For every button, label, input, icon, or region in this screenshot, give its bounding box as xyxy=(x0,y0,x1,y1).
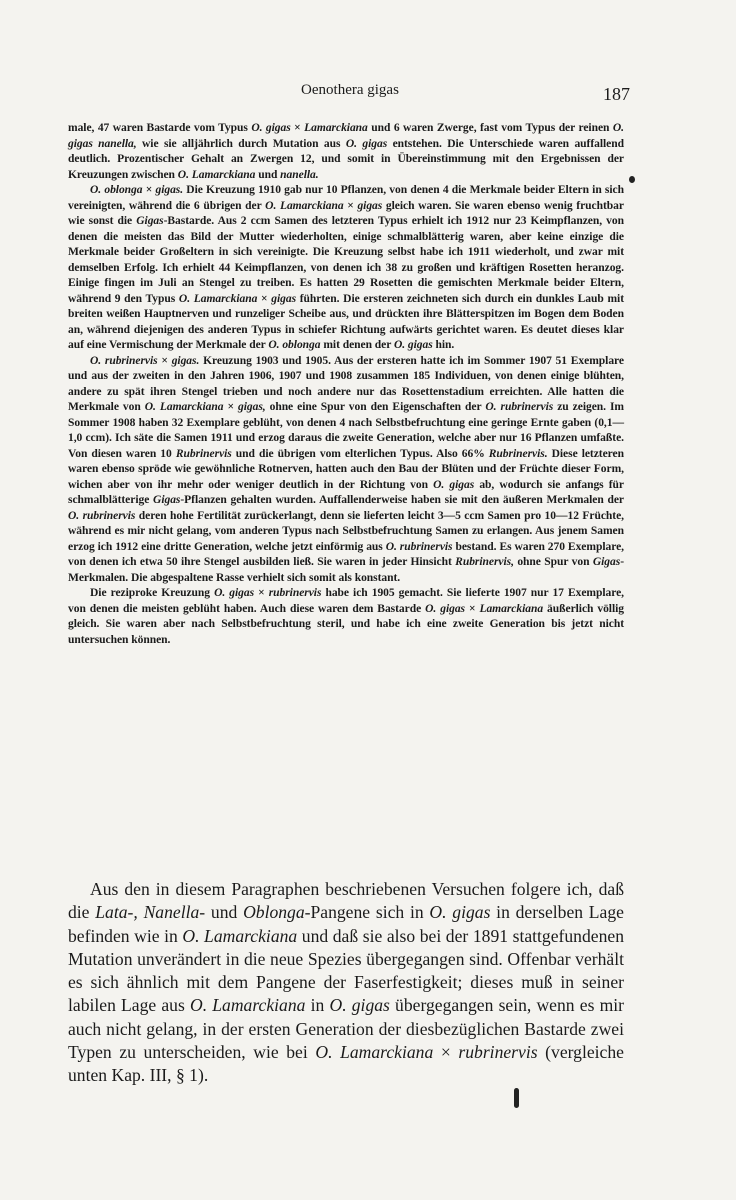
text-run: habe ich 1905 gemacht. Sie lieferte 1907 nur 17 Exemplare, von denen die meisten geblüht haben. Auch diese waren dem Bastarde xyxy=(68,587,624,615)
text-run: zu zeigen. Im Sommer 1908 haben 32 Exemplare geblüht, von denen 4 nach Selbstbefruchtung eine geringe Ernte gaben (0,1—1,0 ccm). Ich säte die Samen 1911 und erzog daraus die zweite Generation, welche aber nur 16 Pflanzen umfaßte. Von diesen waren 10 xyxy=(68,401,624,460)
italic-run: gigas xyxy=(357,199,383,212)
italic-run: Nanella- xyxy=(143,902,206,923)
italic-run: O. gigas xyxy=(345,137,388,150)
body-text-large xyxy=(68,878,624,1088)
italic-run: O. Lamarckiana xyxy=(190,995,306,1016)
italic-run: O. rubrinervis xyxy=(68,509,136,522)
italic-run: O. rubrinervis xyxy=(485,401,554,413)
italic-run: Lata-, xyxy=(95,902,138,923)
italic-run: nanella. xyxy=(280,168,319,181)
text-run: × xyxy=(223,401,238,413)
text-run: in xyxy=(305,995,330,1016)
text-run: × xyxy=(254,587,269,599)
text-run: Aus den in diesem Paragraphen beschriebenen Versuchen folgere ich, daß die xyxy=(68,879,624,923)
text-run: hin. xyxy=(432,339,455,351)
ink-spot xyxy=(514,1088,519,1108)
text-run: führten. Die ersteren zeichneten sich durch ein dunkles Laub mit breiten weißen Hauptnerven und runzeliger Scheibe aus, und drückten ihre Blätterspitzen im Bogen dem Boden an, während diejenigen des anderen Typus in schiefer Richtung aufwärts gerichtet waren. Es deutet dieses klar auf eine Vermischung der Merkmale der xyxy=(68,292,624,351)
italic-run: O. gigas xyxy=(329,995,390,1016)
italic-run: Gigas xyxy=(592,556,621,568)
italic-run: O. gigas xyxy=(433,478,475,491)
italic-run: O. Lamarckiana xyxy=(178,292,258,305)
italic-run: Lamarckiana xyxy=(479,602,544,615)
italic-run: O. oblonga xyxy=(268,339,321,351)
text-run: wie sie alljährlich durch Mutation aus xyxy=(136,137,346,150)
text-run: male, 47 waren Bastarde vom Typus xyxy=(68,122,252,134)
italic-run: O. gigas nanella, xyxy=(68,122,624,150)
text-run: -Bastarde. Aus 2 ccm Samen des letzteren Typus erhielt ich 1912 nur 23 Keimpflanzen, von denen die meisten das Bild der Mutter wiederholten, einige schmalblätterig waren, aber keine einzige die Merkmale beider Großeltern in sich vereinigte. Die Kreuzung selbst habe ich 1911 wiederholt, und zwar mit demselben Erfolg. Ich erhielt 44 Keimpflanzen, von denen ich 38 zu großen und kräftigen Rosetten heranzog. Einige fingen im Juli an Stengel zu treiben. Es hatten 29 Rosetten die gemischten Merkmale beider Eltern, während 9 den Typus xyxy=(68,215,625,305)
italic-run: O. gigas xyxy=(425,602,465,615)
text-run: und xyxy=(255,168,281,181)
text-run: Die Kreuzung 1910 gab nur 10 Pflanzen, von denen 4 die Merkmale beider Eltern in sich vereinigten, während die 6 übrigen der xyxy=(68,184,624,212)
italic-run: gigas xyxy=(271,292,297,305)
text-run: ab, wodurch sie anfangs für schmalblätterige xyxy=(68,478,625,506)
page-header xyxy=(70,82,630,108)
text-run: und die übrigen vom elterlichen Typus. Also 66% xyxy=(231,447,489,460)
italic-run: Rubrinervis, xyxy=(455,556,514,568)
italic-run: rubrinervis xyxy=(458,1042,538,1063)
body-text-small xyxy=(68,121,624,648)
text-run: und xyxy=(205,902,244,923)
text-run: × xyxy=(433,1042,459,1063)
text-run: × xyxy=(290,122,305,134)
text-run: Kreuzung 1903 und 1905. Aus der ersteren hatte ich im Sommer 1907 51 Exemplare und aus der zweiten in den Jahren 1906, 1907 und 1908 zusammen 185 Individuen, von denen einige blühten, andere zu spät ihren Stengel trieben und noch andere nur das Rosettenstadium erreichten. Alle hatten die Merkmale von xyxy=(68,354,624,413)
paragraph xyxy=(68,354,624,587)
italic-run: Rubrinervis xyxy=(175,447,232,460)
italic-run: Gigas xyxy=(136,215,164,227)
italic-run: O. Lamarckiana xyxy=(144,401,224,413)
italic-run: O. rubrinervis xyxy=(385,540,453,553)
text-run: und 6 waren Zwerge, fast vom Typus der reinen xyxy=(367,122,613,134)
text-run: bestand. Es waren 270 Exemplare, von denen ich etwa 50 ihre Stengel ausbilden ließ. Sie waren in jeder Hinsicht xyxy=(68,540,624,568)
text-run: entstehen. Die Unterschiede waren auffallend deutlich. Prozentischer Gehalt an Zwergen 12, und somit in Übereinstimmung mit den Ergebnissen der Kreuzungen zwischen xyxy=(68,137,624,181)
text-run: × xyxy=(465,602,480,615)
text-run: in derselben Lage befinden wie in xyxy=(68,902,624,946)
italic-run: O. gigas xyxy=(214,587,255,599)
italic-run: Gigas xyxy=(153,494,181,506)
italic-run: O. rubrinervis xyxy=(90,354,158,367)
text-run: (vergleiche unten Kap. III, § 1). xyxy=(68,1042,624,1086)
text-run: ohne eine Spur von den Eigenschaften der xyxy=(265,401,486,413)
text-run: Diese letzteren waren ebenso spröde wie gewöhnliche Rotnerven, hatten auch den Bau der Blüten und der Früchte dieser Form, wichen aber von ihr mehr oder weniger deutlich in der Richtung von xyxy=(68,447,624,491)
text-run: deren hohe Fertilität zurückerlangt, denn sie lieferten leicht 3—5 ccm Samen pro 10—12 Früchte, während es mir nicht gelang, vom anderen Typus nach Selbstbefruchtung Samen zu erlangen. Aus jenem Samen erzog ich 1912 eine dritte Generation, welche jetzt einförmig aus xyxy=(68,509,625,553)
paragraph xyxy=(68,878,624,1088)
text-run: -Merkmalen. Die abgespaltene Rasse verhielt sich somit als konstant. xyxy=(68,556,624,584)
text-run: Die reziproke Kreuzung xyxy=(90,587,215,599)
italic-run: Lamarckiana xyxy=(304,122,368,134)
running-title: Oenothera gigas xyxy=(301,82,399,98)
italic-run: Rubrinervis. xyxy=(488,447,548,460)
paragraph xyxy=(68,121,624,183)
italic-run: gigas, xyxy=(237,401,266,413)
paragraph xyxy=(68,586,624,648)
italic-run: O. Lamarckiana xyxy=(182,925,298,946)
paragraph xyxy=(68,183,624,354)
italic-run: O. gigas xyxy=(429,902,491,923)
text-run: × xyxy=(142,184,156,196)
text-run: und daß sie also bei der 1891 stattgefundenen Mutation unverändert in die neue Spezies übergegangen sind. Offenbar verhält es sich ähnlich mit dem Pangene der Faserfestigkeit; dieses muß in seiner labilen Lage aus xyxy=(68,925,624,1016)
text-run: ohne Spur von xyxy=(513,556,593,568)
text-run: übergegangen sein, wenn es mir auch nicht gelang, in der ersten Generation der diesbezüglichen Bastarde zwei Typen zu unterscheiden, wie bei xyxy=(68,995,625,1063)
ink-spot xyxy=(629,176,635,183)
text-run: × xyxy=(343,199,358,212)
italic-run: O. gigas xyxy=(251,122,291,134)
italic-run: O. Lamarckiana xyxy=(315,1042,434,1063)
text-run: äußerlich völlig gleich. Sie waren aber nach Selbstbefruchtung steril, und habe ich eine zweite Generation bis jetzt nicht untersuchen können. xyxy=(68,602,625,646)
text-run: gleich waren. Sie waren ebenso wenig fruchtbar wie sonst die xyxy=(68,199,624,227)
text-run: -Pflanzen gehalten wurden. Auffallenderweise haben sie mit den äußeren Merkmalen der xyxy=(180,494,624,506)
text-run: -Pangene sich in xyxy=(304,902,430,923)
text-run: × xyxy=(157,354,172,367)
text-run: mit denen der xyxy=(320,339,394,351)
italic-run: O. oblonga xyxy=(90,184,143,196)
italic-run: rubrinervis xyxy=(268,587,322,599)
italic-run: gigas. xyxy=(171,354,200,367)
italic-run: O. Lamarckiana xyxy=(177,168,256,181)
text-run: × xyxy=(257,292,272,305)
italic-run: O. gigas xyxy=(393,339,433,351)
italic-run: gigas. xyxy=(155,184,184,196)
italic-run: O. Lamarckiana xyxy=(265,199,344,212)
page-number: 187 xyxy=(603,84,630,104)
italic-run: Oblonga xyxy=(243,902,305,923)
